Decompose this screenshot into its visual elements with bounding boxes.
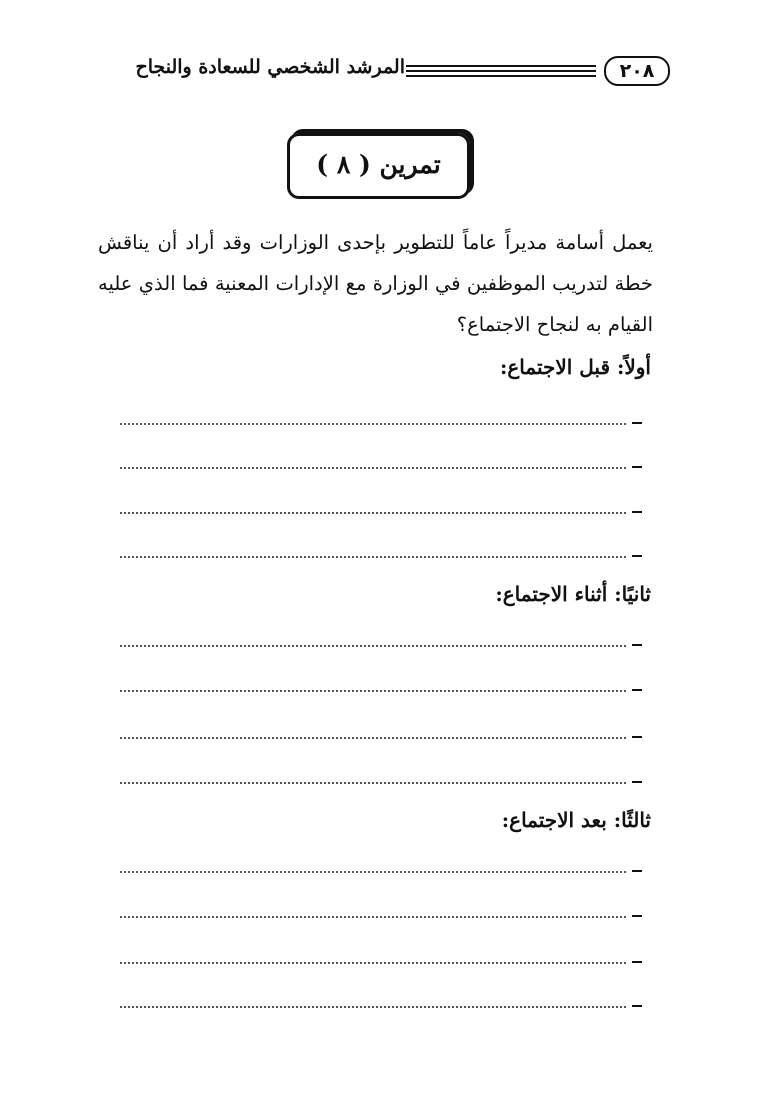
section-heading-before: أولاً: قبل الاجتماع: — [499, 355, 651, 379]
exercise-title: تمرين ( ٨ ) — [287, 133, 470, 199]
question-text: يعمل أسامة مديراً عاماً للتطوير بإحدى الوزارات وقد أراد أن يناقش خطة لتدريب الموظفين في الوزارة مع الإدارات المعنية فما الذي عليه القيام به لنجاح الاجتماع؟ — [98, 231, 653, 336]
answer-line — [120, 999, 642, 1013]
book-title: المرشد الشخصي للسعادة والنجاح — [135, 56, 405, 78]
answer-line — [120, 683, 642, 697]
answer-line — [120, 909, 642, 923]
answer-line — [120, 775, 642, 789]
page-header — [95, 52, 670, 92]
header-rule — [406, 70, 596, 72]
answer-line — [120, 505, 642, 519]
answer-line — [120, 549, 642, 563]
section-heading-during: ثانيًا: أثناء الاجتماع: — [495, 582, 651, 606]
header-rule — [406, 75, 596, 77]
page-number: ٢٠٨ — [604, 56, 670, 86]
answer-line — [120, 955, 642, 969]
section-heading-after: ثالثًا: بعد الاجتماع: — [501, 808, 651, 832]
answer-line — [120, 864, 642, 878]
answer-line — [120, 460, 642, 474]
answer-line — [120, 638, 642, 652]
answer-line — [120, 730, 642, 744]
header-rule — [406, 65, 596, 67]
answer-line — [120, 416, 642, 430]
